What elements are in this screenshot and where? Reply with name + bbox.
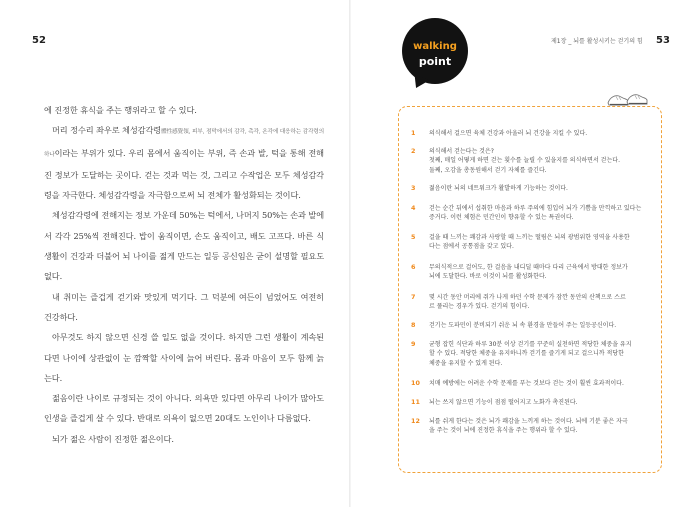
point-text: 무의식적으로 걸어도, 한 걸음을 내디딜 때마다 다리 근육에서 방대한 정보가 뇌에 도달한다. 바로 이것이 뇌를 활성화한다.	[429, 264, 628, 281]
point-number: 10	[411, 379, 420, 387]
paragraph: 머리 정수리 좌우로 체성감각령體性感覺領, 피부, 점막에서의 감각, 촉각, 온각에 대응하는 감각령의 하나이라는 부위가 있다. 우리 몸에서 움직이는 부위, 즉 손과 발, 턱을 통해 전해진 정보가 도달하는 곳이다. 걷는 것과 먹는 것, 그리고 수작업은 모두 체성감각령을 자극한다. 체성감각령을 자극함으로써 뇌 전체가 활성화되는 것이다.	[44, 125, 325, 201]
point-number: 2	[411, 147, 416, 155]
left-page-number: 52	[32, 35, 46, 46]
point-text: 치매 예방에는 어려운 수학 문제를 푸는 것보다 걷는 것이 훨씬 효과적이다.	[429, 380, 624, 387]
paragraph: 뇌가 젊은 사람이 진정한 젊은이다.	[52, 433, 174, 444]
paragraph: 아무것도 하지 않으면 신경 쓸 일도 없을 것이다. 하지만 그런 생활이 계속된다면 나이에 상관없이 눈 깜짝할 사이에 늙어 버린다. 몸과 마음이 모두 함께 늙는다.	[44, 332, 324, 383]
badge-walking-label: walking	[413, 41, 457, 52]
footnote-inline: 體性感覺領, 피부, 점막에서의 감각, 촉각, 온각에 대응하는 감각령의 하나	[44, 129, 325, 158]
left-body-text	[44, 100, 324, 449]
point-text: 균형 잡힌 식단과 하루 30분 이상 걷기를 꾸준히 실천하면 적당한 체중을 유지 할 수 있다. 적당한 체중을 유지하니까 걷기를 즐기게 되고 걸으니까 적당한 체중을 유지할 수 있게 된다.	[429, 341, 632, 367]
point-number: 12	[411, 417, 420, 425]
point-number: 1	[411, 129, 416, 137]
point-number: 6	[411, 263, 416, 271]
right-page-number: 53	[656, 35, 670, 46]
paragraph: 체성감각령에 전해지는 정보 가운데 50%는 턱에서, 나머지 50%는 손과 발에서 각각 25%씩 전해진다. 밥이 움직이면, 손도 움직이고, 배도 고프다. 바른 식생활이 건강과 더불어 뇌 나이를 젊게 만드는 일등 공신임은 굳이 설명할 필요도 없다.	[44, 210, 324, 282]
point-text: 의식해서 걸으면 육체 건강과 아울러 뇌 건강을 지킬 수 있다.	[429, 130, 588, 137]
paragraph: 젊음이란 나이로 규정되는 것이 아니다. 의욕만 있다면 아무리 나이가 많아도 인생을 즐겁게 살 수 있다. 반대로 의욕이 없으면 20대도 노인이나 다름없다.	[44, 393, 324, 424]
point-number: 4	[411, 204, 416, 212]
point-text: 걷기는 도파민이 분비되기 쉬운 뇌 속 환경을 만들어 주는 일등공신이다.	[429, 322, 617, 329]
point-text: 걸을 때 느끼는 쾌감과 사랑할 때 느끼는 떨림은 뇌의 광범위한 영역을 사용한 다는 점에서 공통점을 갖고 있다.	[429, 234, 630, 251]
paragraph: 에 진정한 휴식을 주는 행위라고 할 수 있다.	[44, 105, 197, 115]
point-text: 젊음이란 뇌의 네트워크가 활발하게 기능하는 것이다.	[429, 185, 568, 192]
speech-bubble-tail	[410, 75, 429, 92]
point-number: 9	[411, 340, 416, 348]
point-text: 걷는 순간 뒤에서 섭취한 마음과 하루 주의에 힘입어 뇌가 기쁨을 만끽하고 있다는 증거다. 이런 체험은 민간인이 향유할 수 있는 특권이다.	[429, 205, 642, 222]
point-number: 7	[411, 293, 416, 301]
point-text: 뇌는 쓰지 않으면 기능이 점점 떨어지고 노화가 촉진된다.	[429, 399, 578, 406]
point-text: 몇 시간 동안 머리에 쥐가 나게 하던 수학 문제가 잠깐 동안의 산책으로 스르 르 풀리는 경우가 있다. 걷기의 힘이다.	[429, 294, 626, 311]
point-number: 8	[411, 321, 416, 329]
book-gutter	[349, 0, 351, 507]
point-text: 뇌를 쉬게 한다는 것은 뇌가 쾌감을 느끼게 하는 것이다. 뇌에 기분 좋은 자극 을 주는 것이 뇌에 진정한 휴식을 주는 행위라 할 수 있다.	[429, 418, 628, 435]
paragraph: 내 취미는 즐겁게 걷기와 맛있게 먹기다. 그 덕분에 여든이 넘었어도 여전히 건강하다.	[44, 291, 324, 322]
badge-point-label: point	[418, 55, 452, 68]
point-number: 3	[411, 184, 416, 192]
point-text: 의식해서 걷는다는 것은? 첫째, 매일 어떻게 하면 걷는 횟수를 늘릴 수 있을지를 의식하면서 걷는다. 둘째, 오감을 총동원해서 걷기 자체를 즐긴다.	[429, 148, 620, 174]
running-head: 제1장 _ 뇌를 활성시키는 걷기의 힘	[551, 38, 643, 45]
walking-point-badge	[402, 18, 468, 84]
point-number: 5	[411, 233, 416, 241]
point-number: 11	[411, 398, 420, 406]
